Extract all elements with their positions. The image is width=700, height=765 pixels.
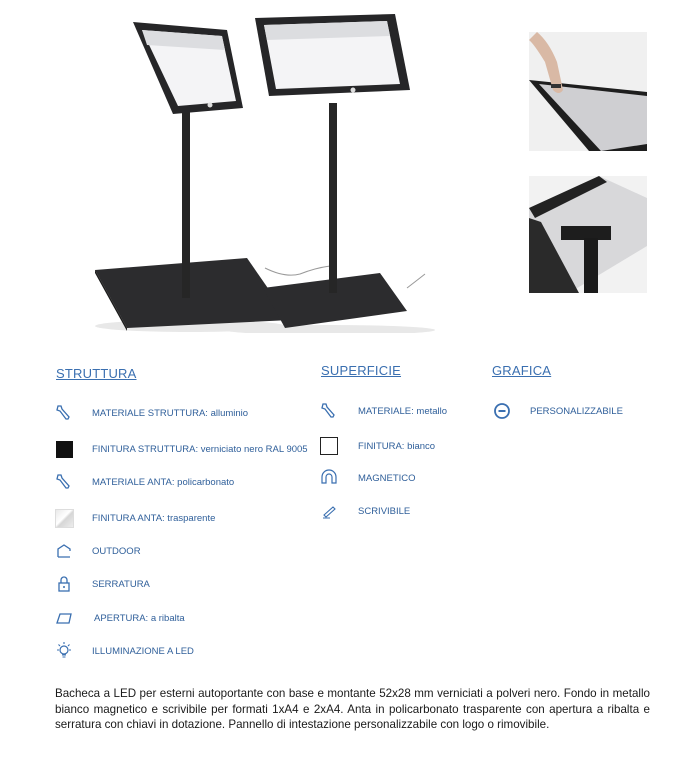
superficie-item-materiale xyxy=(318,400,447,422)
led-bulb-icon xyxy=(53,640,75,662)
feature-label: MAGNETICO xyxy=(358,472,416,484)
feature-label: APERTURA: a ribalta xyxy=(94,612,185,624)
transparent-swatch-icon xyxy=(53,507,75,529)
pen-write-icon xyxy=(318,500,340,522)
struttura-item-materiale-anta xyxy=(53,471,234,493)
outdoor-house-icon xyxy=(53,540,75,562)
lock-icon xyxy=(53,573,75,595)
wrench-icon xyxy=(318,400,340,422)
feature-label: FINITURA: bianco xyxy=(358,440,436,452)
feature-label: FINITURA ANTA: trasparente xyxy=(92,512,216,524)
struttura-item-finitura-struttura xyxy=(53,438,308,460)
tilt-opening-icon xyxy=(53,607,75,629)
magnet-icon xyxy=(318,467,340,489)
feature-label: MATERIALE ANTA: policarbonato xyxy=(92,476,235,488)
wrench-icon xyxy=(53,471,75,493)
struttura-item-finitura-anta xyxy=(53,507,215,529)
custom-circle-icon xyxy=(491,400,513,422)
black-swatch-icon xyxy=(53,438,75,460)
struttura-item-serratura xyxy=(53,573,150,595)
white-swatch-icon xyxy=(318,435,340,457)
struttura-item-apertura xyxy=(53,607,185,629)
feature-label: MATERIALE: metallo xyxy=(358,405,448,417)
wrench-icon xyxy=(53,402,75,424)
detail-photo-hinge xyxy=(529,176,647,293)
grafica-heading: GRAFICA xyxy=(492,363,552,378)
feature-label: MATERIALE STRUTTURA: alluminio xyxy=(92,407,249,419)
feature-label: SERRATURA xyxy=(92,578,150,590)
struttura-item-outdoor xyxy=(53,540,141,562)
superficie-item-magnetico xyxy=(318,467,416,489)
struttura-item-illuminazione xyxy=(53,640,194,662)
feature-label: PERSONALIZZABILE xyxy=(530,405,623,417)
feature-label: FINITURA STRUTTURA: verniciato nero RAL 9005 xyxy=(92,443,308,455)
struttura-heading: STRUTTURA xyxy=(56,366,137,381)
superficie-item-scrivibile xyxy=(318,500,410,522)
detail-photo-key-lock xyxy=(529,32,647,151)
feature-label: OUTDOOR xyxy=(92,545,141,557)
feature-label: ILLUMINAZIONE A LED xyxy=(92,645,194,657)
grafica-item-personalizzabile xyxy=(491,400,623,422)
struttura-item-materiale-struttura xyxy=(53,402,248,424)
superficie-heading: SUPERFICIE xyxy=(321,363,402,378)
product-description: Bacheca a LED per esterni autoportante con base e montante 52x28 mm verniciati a polveri nero. Fondo in metallo bianco magnetico e scrivibile per formati 1xA4 e 2xA4. Anta in policarbonato trasparente con apertura a ribalta e serratura con chiavi in dotazione. Pannello di intestazione personalizzabile con logo o rimovibile. xyxy=(55,687,650,731)
superficie-item-finitura xyxy=(318,435,435,457)
product-photo-stands xyxy=(85,8,445,333)
feature-label: SCRIVIBILE xyxy=(358,505,411,517)
